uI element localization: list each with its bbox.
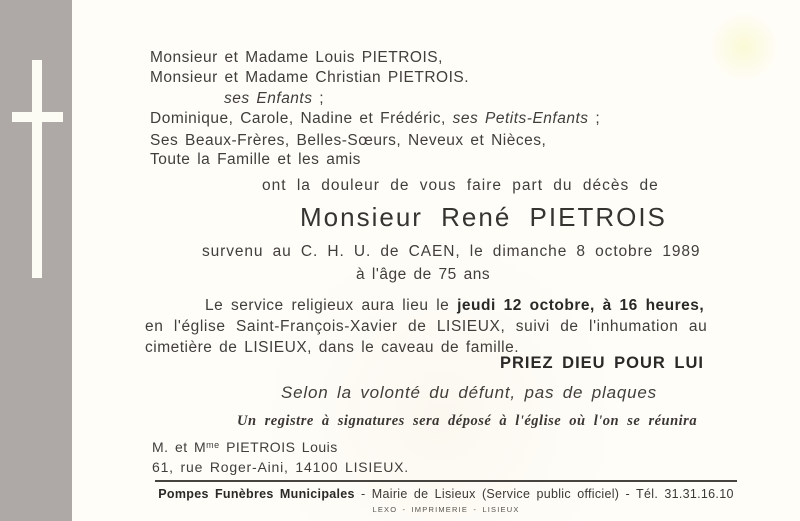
family-line-friends: Toute la Famille et les amis	[150, 151, 361, 168]
death-details: survenu au C. H. U. de CAEN, le dimanche 8 octobre 1989	[202, 243, 701, 260]
prayer-line: PRIEZ DIEU POUR LUI	[500, 354, 705, 372]
printer-credit: LEXO - IMPRIMERIE - LISIEUX	[372, 505, 520, 514]
register-line: Un registre à signatures sera déposé à l'église où l'on se réunira	[237, 413, 698, 429]
cross-horizontal-bar	[12, 112, 63, 122]
mourning-stripe	[0, 0, 72, 521]
family-line-children	[224, 90, 324, 109]
contact-name	[152, 439, 338, 456]
announcement-lead: ont la douleur de vous faire part du décès de	[262, 177, 659, 194]
age-line: à l'âge de 75 ans	[356, 266, 491, 283]
funeral-home-name: Pompes Funèbres Municipales	[158, 487, 355, 501]
contact-name-prefix: M. et M	[152, 439, 207, 455]
contact-address: 61, rue Roger-Aini, 14100 LISIEUX.	[152, 459, 409, 475]
grandchildren-label: ses Petits-Enfants	[452, 110, 589, 127]
children-label: ses Enfants	[224, 90, 313, 107]
contact-name-rest: PIETROIS Louis	[219, 439, 338, 455]
service-line-2: en l'église Saint-François-Xavier de LISIEUX, suivi de l'inhumation au	[145, 318, 708, 335]
service-line-1	[205, 297, 704, 316]
contact-name-superscript: me	[206, 440, 220, 450]
grandchildren-punct: ;	[588, 110, 601, 127]
grandchildren-names: Dominique, Carole, Nadine et Frédéric,	[150, 110, 453, 127]
service-intro: Le service religieux aura lieu le	[205, 297, 458, 314]
family-line-parents-2: Monsieur et Madame Christian PIETROIS.	[150, 69, 470, 86]
funeral-home-details: - Mairie de Lisieux (Service public officiel) - Tél. 31.31.16.10	[354, 487, 734, 501]
family-line-inlaws: Ses Beaux-Frères, Belles-Sœurs, Neveux et Nièces,	[150, 132, 547, 149]
family-line-grandchildren	[150, 110, 600, 129]
family-line-parents-1: Monsieur et Madame Louis PIETROIS,	[150, 49, 443, 66]
service-line-3: cimetière de LISIEUX, dans le caveau de famille.	[145, 339, 520, 356]
children-punct: ;	[312, 90, 325, 107]
deceased-name: Monsieur René PIETROIS	[300, 202, 667, 232]
cross-vertical-bar	[32, 60, 42, 278]
funeral-home-line	[155, 487, 737, 502]
divider-rule	[155, 480, 737, 482]
no-plaques-line: Selon la volonté du défunt, pas de plaques	[281, 383, 657, 402]
service-datetime: jeudi 12 octobre, à 16 heures,	[457, 297, 705, 314]
